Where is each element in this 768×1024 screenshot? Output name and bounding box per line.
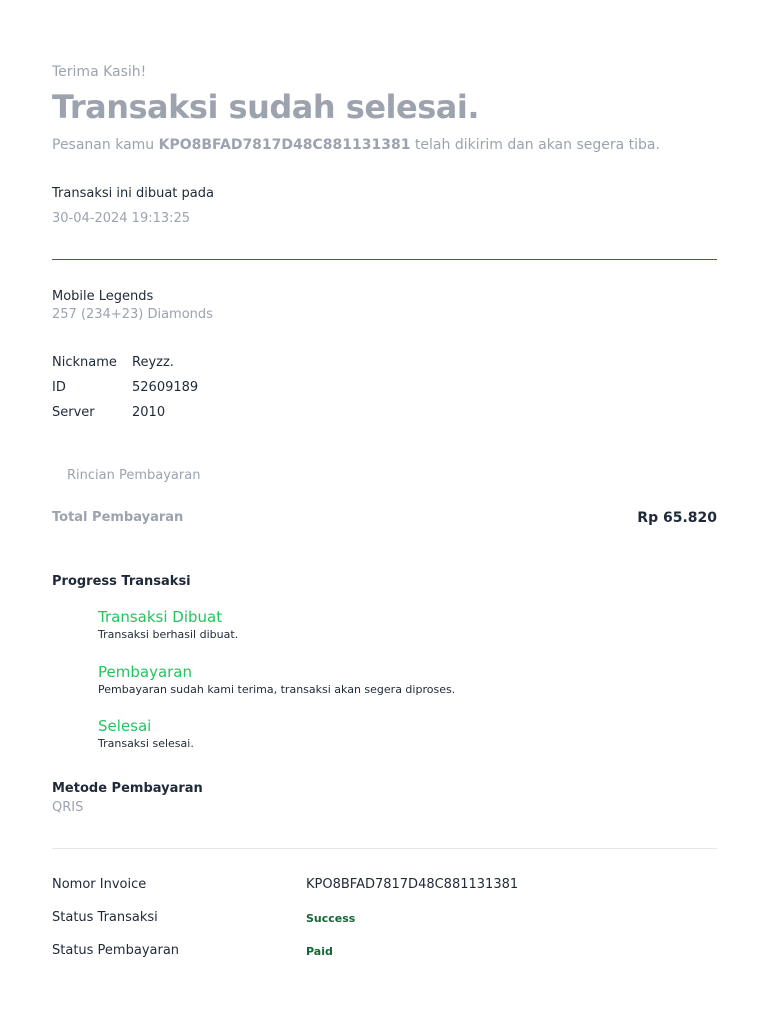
payment-method-value: QRIS xyxy=(52,800,84,815)
total-payment-value: Rp 65.820 xyxy=(637,510,717,526)
product-item: 257 (234+23) Diamonds xyxy=(52,307,213,322)
step-done-desc: Transaksi selesai. xyxy=(98,737,194,750)
total-payment-label: Total Pembayaran xyxy=(52,510,184,525)
account-id-value: 52609189 xyxy=(132,380,199,395)
payment-status-badge: Paid xyxy=(306,945,333,958)
step-done-title: Selesai xyxy=(98,717,152,735)
subtitle-prefix: Pesanan kamu xyxy=(52,137,159,153)
account-server-value: 2010 xyxy=(132,405,166,420)
progress-title: Progress Transaksi xyxy=(52,574,191,589)
created-datetime: 30-04-2024 19:13:25 xyxy=(52,211,191,226)
header-divider xyxy=(52,259,717,260)
payment-details-toggle[interactable]: Rincian Pembayaran xyxy=(67,468,201,483)
created-label: Transaksi ini dibuat pada xyxy=(52,186,214,201)
step-created-title: Transaksi Dibuat xyxy=(98,608,223,626)
step-payment-desc: Pembayaran sudah kami terima, transaksi akan segera diproses. xyxy=(98,683,456,696)
page-title: Transaksi sudah selesai. xyxy=(52,88,479,126)
payment-method-title: Metode Pembayaran xyxy=(52,781,203,796)
account-id-label: ID xyxy=(52,380,66,395)
order-subtitle xyxy=(52,137,660,153)
account-nickname-value: Reyzz. xyxy=(132,355,174,370)
transaction-status-label: Status Transaksi xyxy=(52,910,158,925)
game-name: Mobile Legends xyxy=(52,289,154,304)
summary-divider xyxy=(52,848,717,849)
subtitle-invoice-id: KPO8BFAD7817D48C881131381 xyxy=(158,137,411,153)
account-nickname-label: Nickname xyxy=(52,355,117,370)
thank-you-label: Terima Kasih! xyxy=(52,64,147,80)
transaction-status-badge: Success xyxy=(306,912,356,925)
step-created-desc: Transaksi berhasil dibuat. xyxy=(98,628,239,641)
invoice-number-label: Nomor Invoice xyxy=(52,877,147,892)
account-server-label: Server xyxy=(52,405,95,420)
step-payment-title: Pembayaran xyxy=(98,663,192,681)
invoice-number-value: KPO8BFAD7817D48C881131381 xyxy=(306,877,519,892)
subtitle-suffix: telah dikirim dan akan segera tiba. xyxy=(410,137,660,153)
payment-status-label: Status Pembayaran xyxy=(52,943,180,958)
